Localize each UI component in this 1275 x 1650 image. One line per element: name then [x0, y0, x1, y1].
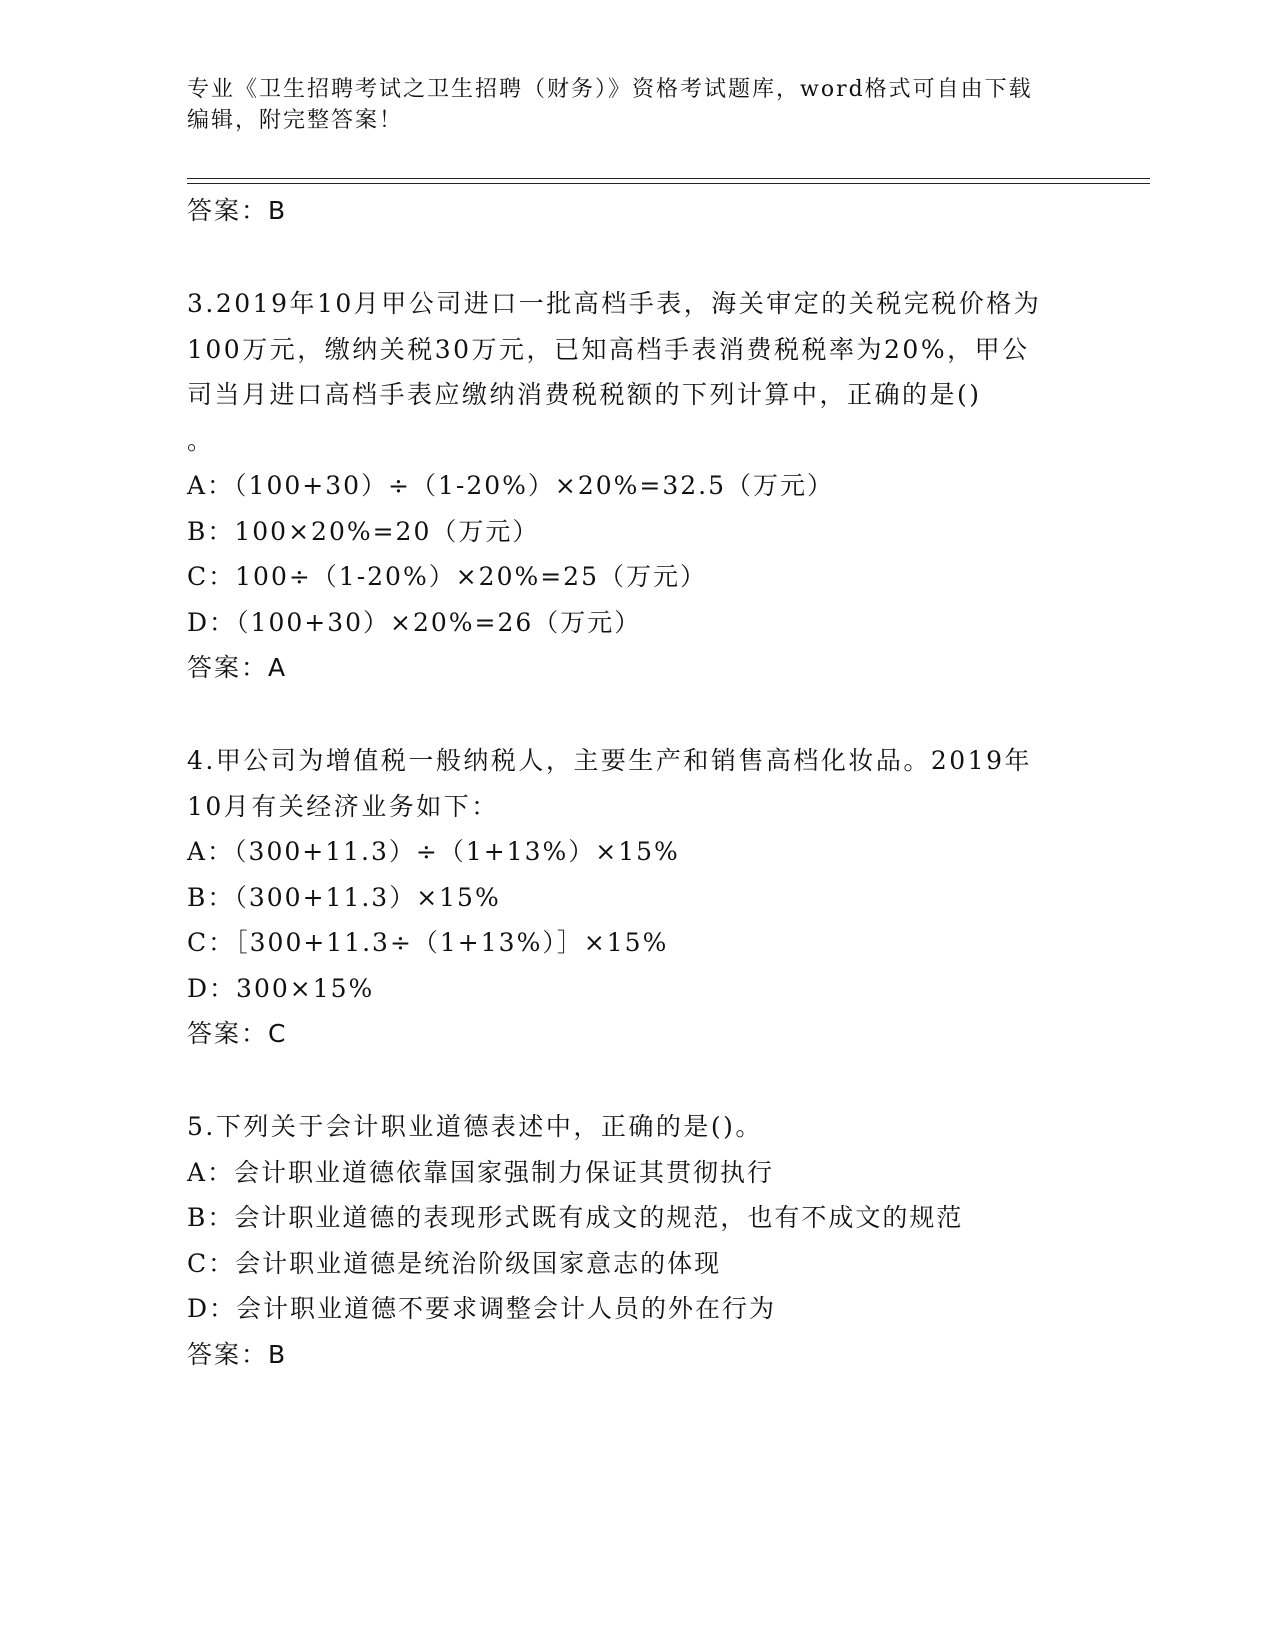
question-text-line: 4.甲公司为增值税一般纳税人，主要生产和销售高档化妆品。2019年 [187, 746, 1032, 775]
question-5 [187, 1104, 1087, 1377]
answer-line: 答案：A [187, 653, 288, 682]
option-b: B：（300+11.3）×15% [187, 882, 501, 912]
header-line-2: 编辑，附完整答案！ [187, 108, 404, 133]
header-divider-double [187, 183, 1150, 184]
question-4 [187, 738, 1087, 1056]
answer-line: 答案：C [187, 1019, 288, 1048]
question-text-line: 司当月进口高档手表应缴纳消费税税额的下列计算中，正确的是() [187, 380, 982, 409]
option-a: A：（300+11.3）÷（1+13%）×15% [187, 837, 680, 866]
option-d: D：会计职业道德不要求调整会计人员的外在行为 [187, 1294, 777, 1323]
option-b: B：100×20%=20（万元） [187, 516, 540, 546]
option-d: D：300×15% [187, 973, 375, 1003]
question-list [187, 188, 1087, 1377]
answer-line: 答案：B [187, 196, 288, 225]
page-header [187, 74, 1087, 136]
option-c: C：100÷（1-20%）×20%=25（万元） [187, 562, 707, 591]
question-text-line: 10月有关经济业务如下： [187, 791, 499, 821]
option-c: C：［300+11.3÷（1+13%）］×15% [187, 928, 669, 957]
question-3 [187, 281, 1087, 690]
option-d: D：（100+30）×20%=26（万元） [187, 607, 642, 637]
question-text-line: 。 [187, 425, 215, 455]
option-a: A：会计职业道德依靠国家强制力保证其贯彻执行 [187, 1157, 775, 1187]
option-a: A：（100+30）÷（1-20%）×20%=32.5（万元） [187, 471, 835, 500]
answer-line: 答案：B [187, 1339, 288, 1369]
question-text-line: 3.2019年10月甲公司进口一批高档手表，海关审定的关税完税价格为 [187, 289, 1042, 318]
question-text-line: 100万元，缴纳关税30万元，已知高档手表消费税税率为20%，甲公 [187, 334, 1030, 364]
header-divider [187, 178, 1150, 179]
option-b: B：会计职业道德的表现形式既有成文的规范，也有不成文的规范 [187, 1203, 964, 1232]
header-line-1: 专业《卫生招聘考试之卫生招聘（财务）》资格考试题库，word格式可自由下载 [187, 77, 1033, 102]
option-c: C：会计职业道德是统治阶级国家意志的体现 [187, 1248, 722, 1278]
question-text-line: 5.下列关于会计职业道德表述中，正确的是()。 [187, 1112, 763, 1141]
